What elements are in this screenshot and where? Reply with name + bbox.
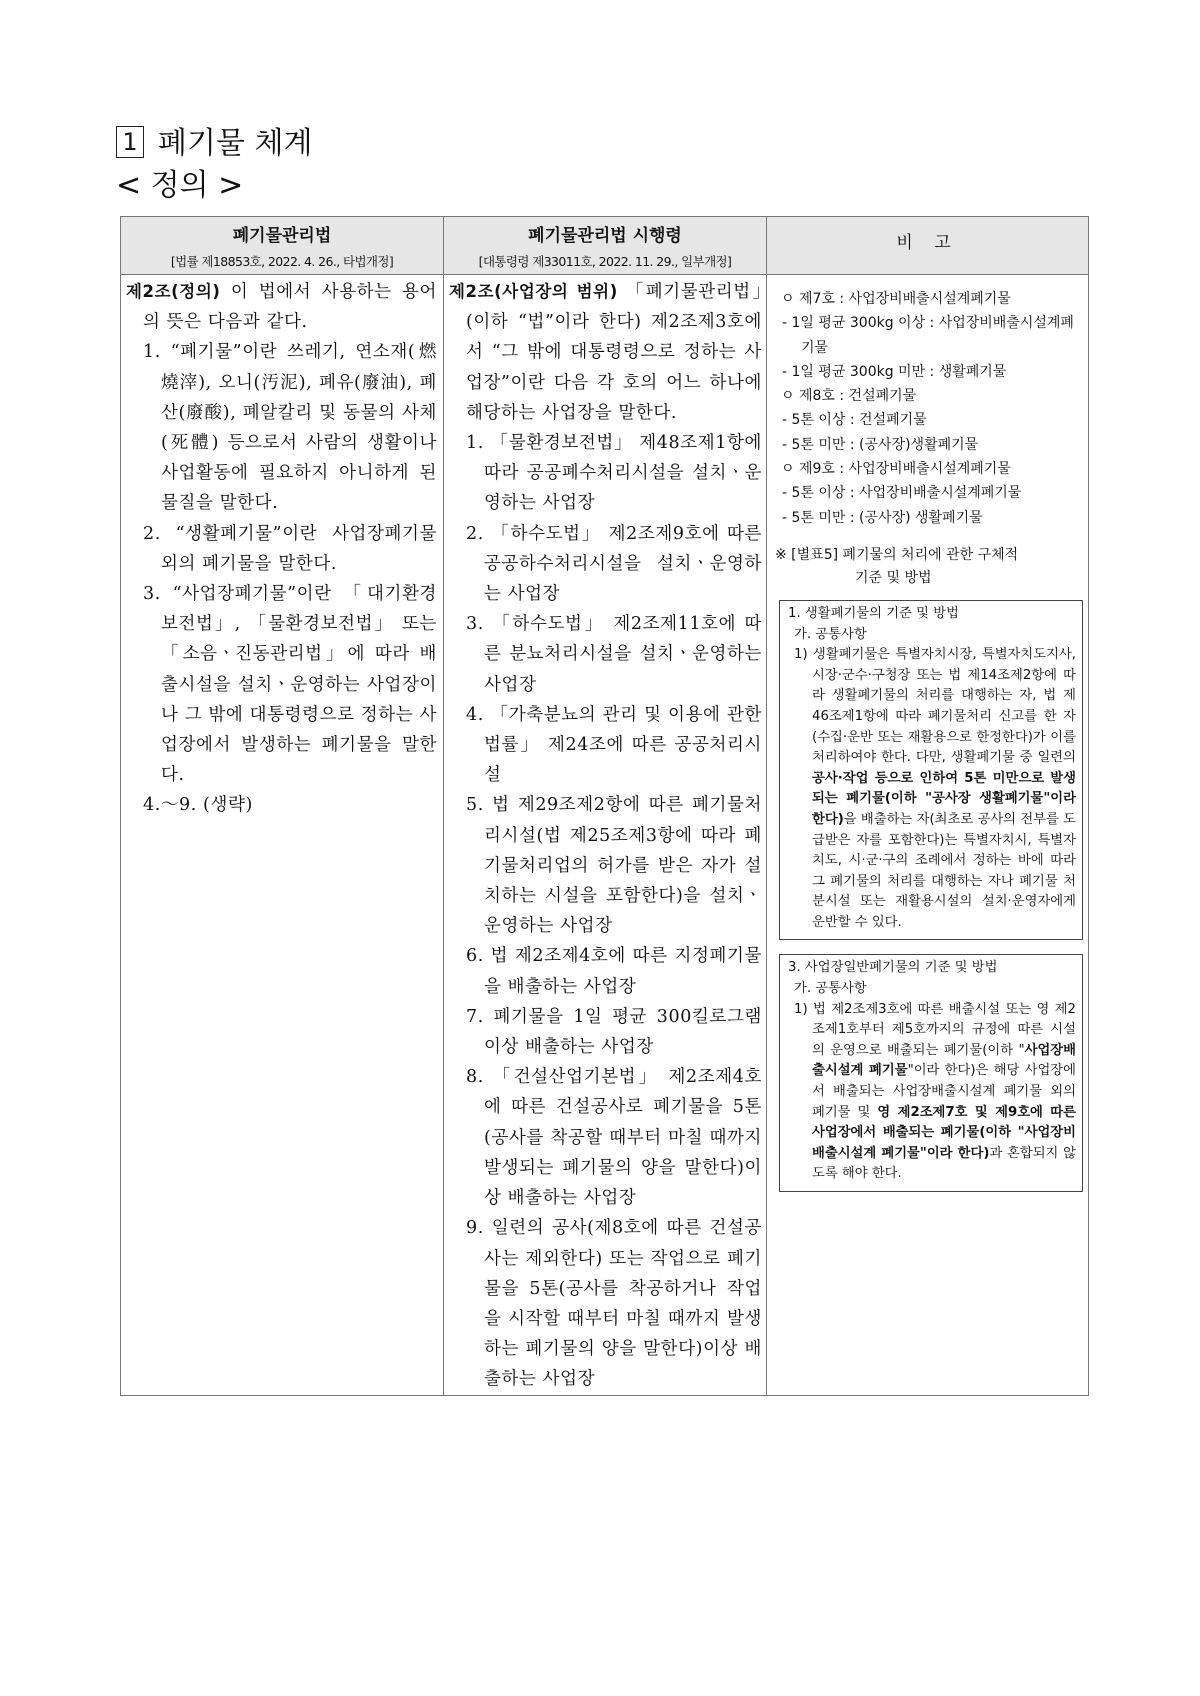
header-law <box>121 217 444 275</box>
decree-item: 5. 법 제29조제2항에 따른 폐기물처리시설(법 제25조제3항에 따라 폐기물처리업의 허가를 받은 자가 설치하는 시설을 포함한다)을 설치ㆍ운영하는 사업장 <box>466 795 762 937</box>
box-text: 1) 법 제2조제3호에 따른 배출시설 또는 영 제2조제1호부터 제5호까지의 규정에 따른 시설의 운영으로 배출되는 폐기물(이하 " <box>794 1001 1076 1058</box>
table-body-row <box>121 275 1089 1396</box>
box-paragraph <box>788 1000 1076 1185</box>
decree-item: 8. 「건설산업기본법」 제2조제4호에 따른 건설공사로 폐기물을 5톤(공사를 착공할 때부터 마칠 때까지 발생되는 폐기물의 양을 말한다)이상 배출하는 사업장 <box>466 1067 762 1209</box>
decree-item: 9. 일련의 공사(제8호에 따른 건설공사는 제외한다) 또는 작업으로 폐기물을 5톤(공사를 착공하거나 작업을 시작할 때부터 마칠 때까지 발생하는 폐기물의 양을 말한다)이상 배출하는 사업장 <box>466 1218 762 1390</box>
decree-item: 4. 「가축분뇨의 관리 및 이용에 관한 법률」 제24조에 따른 공공처리시설 <box>466 704 762 786</box>
section-heading <box>116 118 312 162</box>
law-article-title: 제2조(정의) <box>126 282 221 301</box>
subtitle: < 정의 > <box>116 168 244 203</box>
box-paragraph <box>788 645 1076 933</box>
table-header-row <box>121 217 1089 275</box>
decree-item: 1. 「물환경보전법」 제48조제1항에 따라 공공폐수처리시설을 설치ㆍ운영하는 사업장 <box>466 433 762 514</box>
decree-cell <box>444 275 767 1396</box>
box-heading: 1. 생활폐기물의 기준 및 방법 <box>788 605 959 621</box>
box-subheading: 가. 공통사항 <box>794 626 867 642</box>
box-text: 1) 생활폐기물은 특별자치시장, 특별자치도지사, 시장·군수·구청장 또는 법 제14조제2항에 따라 생활폐기물의 처리를 대행하는 자, 법 제46조제1항에 따라 폐기물처리 신고를 한 자(수집·운반 또는 재활용으로 한정한다)가 이를 처리하여야 한다. 다만, 생활폐기물 중 일련의 <box>794 647 1076 766</box>
box-heading: 3. 사업장일반폐기물의 기준 및 방법 <box>788 960 998 976</box>
decree-article-text: 「폐기물관리법」(이하 “법”이라 한다) 제2조제3호에서 “그 밖에 대통령령으로 정하는 사업장”이란 다음 각 호의 어느 하나에 해당하는 사업장을 말한다. <box>466 282 762 423</box>
law-item: 3. “사업장폐기물”이란 「대기환경보전법」, 「물환경보전법」 또는 「소음ㆍ진동관리법」에 따라 배출시설을 설치ㆍ운영하는 사업장이나 그 밖에 대통령령으로 정하는 사업장에서 발생하는 폐기물을 말한다. <box>143 584 437 786</box>
law-article <box>125 277 437 337</box>
box-text: 과 혼합되지 않도록 해야 한다. <box>812 1145 1076 1182</box>
law-cell <box>121 275 444 1396</box>
section-title: 폐기물 체계 <box>158 126 313 161</box>
header-decree-sub: [대통령령 제33011호, 2022. 11. 29., 일부개정] <box>478 254 732 269</box>
box-text-bold: 영 제2조제7호 및 제9호에 따른 사업장에서 배출되는 폐기물(이하 "사업장비배출시설계 폐기물"이라 한다) <box>812 1104 1076 1161</box>
header-remarks <box>767 217 1089 275</box>
annex-note <box>771 544 1086 590</box>
annex-box-household <box>779 600 1083 941</box>
annex-note-line1: ※ [별표5] 폐기물의 처리에 관한 구체적 <box>775 546 1019 563</box>
decree-item: 2. 「하수도법」 제2조제9호에 따른 공공하수처리시설을 설치ㆍ운영하는 사업장 <box>466 523 762 605</box>
law-item: 4.～9. (생략) <box>143 795 253 816</box>
decree-article <box>448 277 762 428</box>
law-item: 1. “폐기물”이란 쓰레기, 연소재(燃燒滓), 오니(汚泥), 폐유(廢油), 폐산(廢酸), 폐알칼리 및 동물의 사체(死體) 등으로서 사람의 생활이나 사업활동에 필요하지 아니하게 된 물질을 말한다. <box>143 342 437 514</box>
box-text: 을 배출하는 자(최초로 공사의 전부를 도급받은 자를 포함한다)는 특별자치시, 특별자치도, 시·군·구의 조례에서 정하는 바에 따라 그 폐기물의 처리를 대행하는 자나 폐기물 처분시설 또는 재활용시설의 설치·운영자에게 운반할 수 있다. <box>812 811 1076 930</box>
remark-line: ㅇ 제9호 : 사업장비배출시설계폐기물 <box>781 461 1011 478</box>
box-text-bold: 공사·작업 등으로 인하여 5톤 미만으로 발생되는 폐기물(이하 "공사장 생활폐기물"이라 한다) <box>812 770 1076 827</box>
box-text-bold: 사업장배출시설계 폐기물 <box>812 1042 1076 1079</box>
remark-line: ㅇ 제8호 : 건설폐기물 <box>781 388 917 405</box>
remark-line: - 5톤 이상 : 사업장비배출시설계폐기물 <box>782 485 1022 502</box>
remark-line: - 5톤 미만 : (공사장) 생활폐기물 <box>782 509 983 526</box>
law-article-text: 이 법에서 사용하는 용어의 뜻은 다음과 같다. <box>143 282 437 333</box>
header-law-title: 폐기물관리법 <box>232 226 332 246</box>
annex-box-business <box>779 954 1083 1192</box>
header-decree <box>444 217 767 275</box>
decree-item: 7. 폐기물을 1일 평균 300킬로그램 이상 배출하는 사업장 <box>466 1006 762 1058</box>
decree-article-title: 제2조(사업장의 범위) <box>449 282 618 301</box>
remark-line: - 5톤 미만 : (공사장)생활폐기물 <box>782 436 979 453</box>
remark-line: ㅇ 제7호 : 사업장비배출시설계폐기물 <box>781 291 1011 307</box>
remarks-cell <box>767 275 1089 1396</box>
law-item: 2. “생활폐기물”이란 사업장폐기물 외의 폐기물을 말한다. <box>143 523 437 574</box>
annex-note-line2: 기준 및 방법 <box>855 569 932 586</box>
header-law-sub: [법률 제18853호, 2022. 4. 26., 타법개정] <box>170 254 394 269</box>
remarks-list <box>771 287 1086 530</box>
section-number-box: 1 <box>116 126 144 158</box>
remark-line: - 1일 평균 300kg 미만 : 생활폐기물 <box>782 363 1007 380</box>
box-subheading: 가. 공통사항 <box>794 981 867 997</box>
box-text: "이라 한다)은 해당 사업장에서 배출되는 사업장배출시설계 폐기물 외의 폐기물 및 <box>812 1063 1076 1120</box>
definition-table <box>120 216 1089 1396</box>
decree-item: 3. 「하수도법」 제2조제11호에 따른 분뇨처리시설을 설치ㆍ운영하는 사업장 <box>466 614 762 695</box>
header-remarks-title: 비 고 <box>896 233 959 253</box>
decree-item: 6. 법 제2조제4호에 따른 지정폐기물을 배출하는 사업장 <box>466 946 762 997</box>
header-decree-title: 폐기물관리법 시행령 <box>528 226 682 246</box>
remark-line: - 1일 평균 300kg 이상 : 사업장비배출시설계폐기물 <box>782 315 1074 356</box>
remark-line: - 5톤 이상 : 건설폐기물 <box>782 412 927 429</box>
